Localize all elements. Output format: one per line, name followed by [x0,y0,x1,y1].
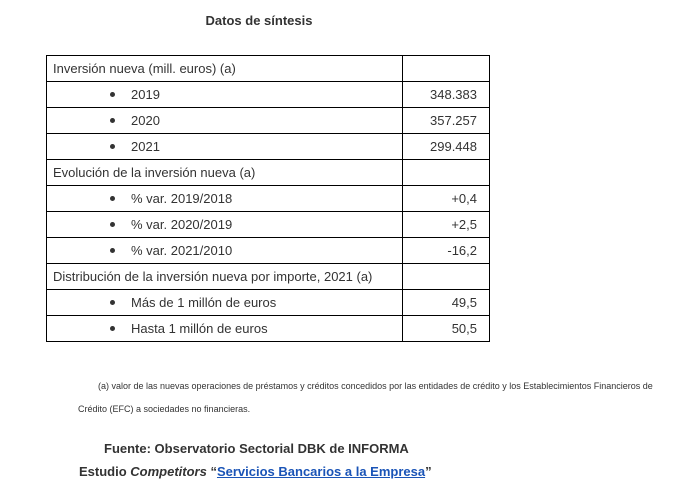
table-row [47,82,490,108]
row-label: % var. 2019/2018 [131,191,233,206]
table-row [47,264,490,290]
source-line: Fuente: Observatorio Sectorial DBK de INFORMA [104,441,409,456]
row-label: 2019 [131,87,160,102]
row-label: 2021 [131,139,160,154]
row-label: % var. 2020/2019 [131,217,233,232]
row-label: % var. 2021/2010 [131,243,233,258]
table-cell-value: 299.448 [403,134,490,160]
page-title: Datos de síntesis [205,13,313,28]
row-label: 2020 [131,113,160,128]
table-cell-value: 49,5 [403,290,490,316]
table-cell-value: 50,5 [403,316,490,342]
bullet-icon [110,300,115,305]
table-cell-value: +0,4 [403,186,490,212]
row-label: Más de 1 millón de euros [131,295,277,310]
table-row [47,290,490,316]
summary-table [46,55,490,342]
table-row [47,160,490,186]
table-row [47,56,490,82]
bullet-icon [110,196,115,201]
row-label: Hasta 1 millón de euros [131,321,268,336]
table-cell-value [403,56,490,82]
table-row [47,316,490,342]
study-link[interactable]: Servicios Bancarios a la Empresa [216,464,426,479]
table-cell-value: +2,5 [403,212,490,238]
bullet-icon [110,248,115,253]
table-cell-value [403,160,490,186]
table-row [47,186,490,212]
study-line [79,464,432,479]
table-cell-value: 348.383 [403,82,490,108]
bullet-icon [110,326,115,331]
close-quote: ” [425,464,432,479]
table-cell-value: 357.257 [403,108,490,134]
footnote: (a) valor de las nuevas operaciones de préstamos y créditos concedidos por las entidades de crédito y los Establecimientos Financieros de Crédito (EFC) a sociedades no financieras. [78,381,653,414]
section-header: Evolución de la inversión nueva (a) [47,160,403,186]
open-quote: “ [206,464,217,479]
bullet-icon [110,92,115,97]
bullet-icon [110,144,115,149]
table-row [47,212,490,238]
study-prefix: Estudio [79,464,131,479]
table-row [47,238,490,264]
table-cell-value: -16,2 [403,238,490,264]
table-row [47,134,490,160]
table-row [47,108,490,134]
table-cell-value [403,264,490,290]
section-header: Distribución de la inversión nueva por importe, 2021 (a) [47,264,403,290]
bullet-icon [110,222,115,227]
study-italic: Competitors [130,464,207,479]
section-header: Inversión nueva (mill. euros) (a) [47,56,403,82]
bullet-icon [110,118,115,123]
